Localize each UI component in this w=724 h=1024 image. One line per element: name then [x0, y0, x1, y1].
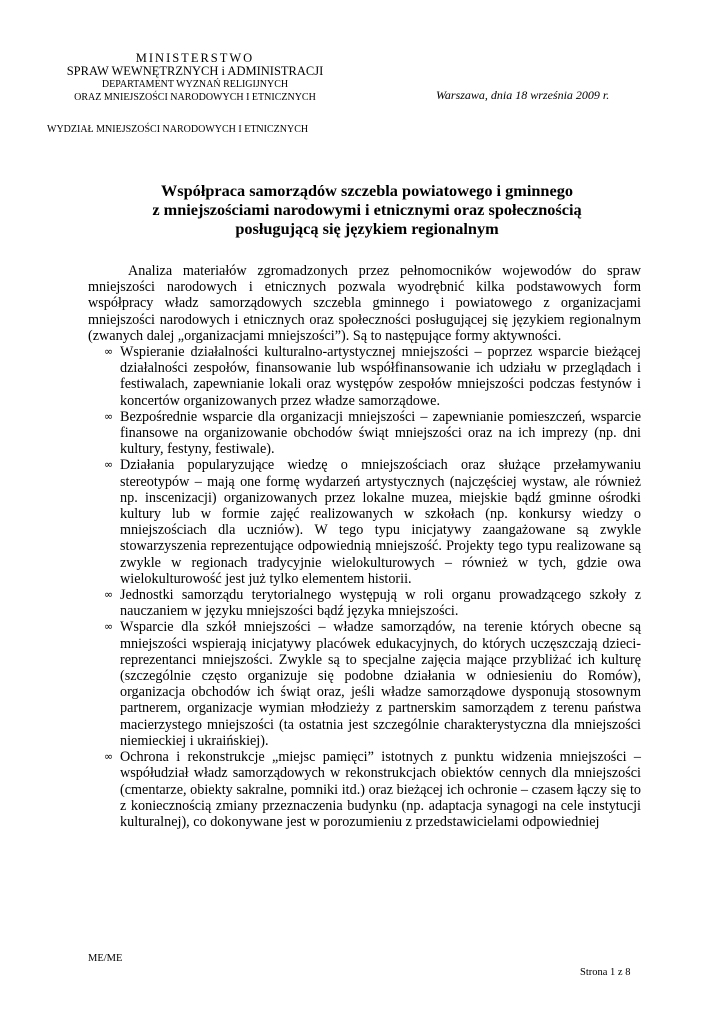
- ministry-header: [50, 52, 340, 104]
- page-number: Strona 1 z 8: [580, 967, 631, 978]
- title-line-1: Współpraca samorządów szczebla powiatowego i gminnego: [161, 181, 573, 200]
- list-item-text: Bezpośrednie wsparcie dla organizacji mniejszości – zapewnianie pomieszczeń, wsparcie finansowe na organizowanie obchodów świąt mniejszości oraz na ich imprezy (np. dni kultury, festyny, festiwale).: [120, 408, 641, 458]
- infinity-bullet-icon: ∞: [104, 409, 114, 423]
- intro-paragraph: Analiza materiałów zgromadzonych przez pełnomocników wojewodów do spraw mniejszości narodowych i etnicznych pozwala wyodrębnić kilka podstawowych form współpracy władz samorządowych szczebla gminnego i powiatowego z organizacjami mniejszości narodowych i etnicznych oraz społeczności posługującej się językiem regionalnym (zwanych dalej „organizacjami mniejszości”). Są to następujące formy aktywności.: [88, 263, 641, 344]
- ministry-name: MINISTERSTWO: [135, 51, 255, 65]
- department-subname: ORAZ MNIEJSZOŚCI NARODOWYCH I ETNICZNYCH: [74, 92, 316, 103]
- infinity-bullet-icon: ∞: [104, 345, 114, 359]
- document-date: Warszawa, dnia 18 września 2009 r.: [436, 88, 610, 102]
- division-name: WYDZIAŁ MNIEJSZOŚCI NARODOWYCH I ETNICZNYCH: [47, 124, 309, 135]
- list-item: [88, 344, 641, 409]
- infinity-bullet-icon: ∞: [104, 458, 114, 472]
- infinity-bullet-icon: ∞: [104, 750, 114, 764]
- document-body: [88, 263, 641, 830]
- infinity-bullet-icon: ∞: [104, 620, 114, 634]
- list-item-text: Wspieranie działalności kulturalno-artystycznej mniejszości – poprzez wsparcie bieżącej działalności zespołów, finansowanie lub współfinansowanie ich udziału w przeglądach i festiwalach, zapewnianie lokali oraz występów zespołów mniejszości podczas festynów i koncertów organizowanych przez władze samorządowe.: [120, 344, 641, 409]
- list-item: [88, 457, 641, 587]
- list-item-text: Jednostki samorządu terytorialnego występują w roli organu prowadzącego szkoły z nauczaniem w języku mniejszości bądź języka mniejszości.: [120, 587, 641, 620]
- infinity-bullet-icon: ∞: [104, 588, 114, 602]
- list-item-text: Działania popularyzujące wiedzę o mniejszościach oraz służące przełamywaniu stereotypów – mają one formę wydarzeń artystycznych (najczęściej wystaw, ale również np. inscenizacji) organizowanych przez lokalne muzea, miejskie bądź gminne ośrodki kultury lub w formie zajęć realizowanych w szkołach (np. konkursy wiedzy o mniejszościach dla uczniów). W tego typu inicjatywy zaangażowane są zwykle stowarzyszenia reprezentujące odpowiednią mniejszość. Projekty tego typu realizowane są zwykle w regionach tradycyjnie wielokulturowych – również w tych, gdzie owa wielokulturowość jest już tylko elementem historii.: [120, 457, 641, 587]
- document-title: [60, 181, 674, 238]
- list-item: [88, 749, 641, 830]
- list-item: [88, 587, 641, 619]
- list-item-text: Ochrona i rekonstrukcje „miejsc pamięci” istotnych z punktu widzenia mniejszości – współudział władz samorządowych w rekonstrukcjach obiektów cennych dla mniejszości (cmentarze, obiekty sakralne, pomniki itd.) oraz bieżącej ich ochronie – czasem łączy się to z koniecznością zmiany przeznaczenia budynku (np. adaptacja synagogi na cele instytucji kulturalnej), co dokonywane jest w porozumieniu z przedstawicielami odpowiedniej: [120, 749, 641, 830]
- list-item-text: Wsparcie dla szkół mniejszości – władze samorządów, na terenie których obecne są mniejszości wspierają inicjatywy placówek edukacyjnych, do których uczęszczają dzieci-reprezentanci mniejszości. Zwykle są to specjalne zajęcia mające przybliżać ich kulturę (szczególnie często organizuje się podobne działania w odniesieniu do Romów), organizacja obchodów ich świąt oraz, jeśli władze samorządowe dysponują stosownym partnerem, organizacje wymian młodzieży z partnerskim samorządem z terenu państwa macierzystego mniejszości (ta ostatnia jest szczególnie charakterystyczna dla mniejszości niemieckiej i ukraińskiej).: [120, 619, 641, 749]
- title-line-2: z mniejszościami narodowymi i etnicznymi oraz społecznością: [152, 200, 582, 219]
- list-item: [88, 619, 641, 749]
- footer-code: ME/ME: [88, 953, 123, 964]
- list-item: [88, 409, 641, 458]
- activity-forms-list: [88, 344, 641, 830]
- ministry-subname: SPRAW WEWNĘTRZNYCH i ADMINISTRACJI: [66, 64, 324, 78]
- department-name: DEPARTAMENT WYZNAŃ RELIGIJNYCH: [101, 79, 289, 90]
- title-line-3: posługującą się językiem regionalnym: [235, 219, 499, 238]
